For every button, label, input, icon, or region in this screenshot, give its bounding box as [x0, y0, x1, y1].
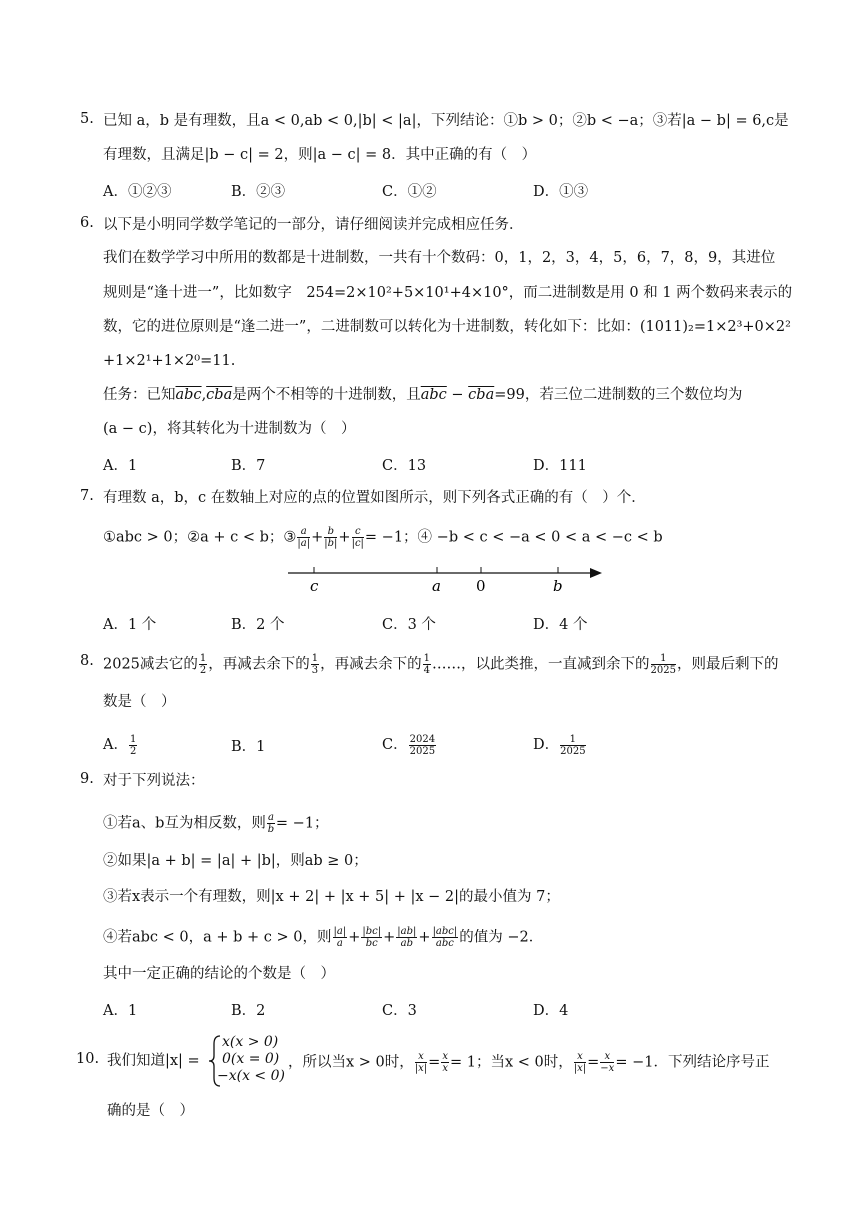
text-part: = −1．下列结论序号正 [615, 1054, 770, 1071]
fraction [423, 653, 431, 676]
numerator: |bc| [362, 926, 382, 937]
fraction [267, 812, 275, 835]
fraction [311, 653, 319, 676]
option-c: C．13 [382, 458, 427, 474]
denominator: 2025 [650, 665, 676, 676]
denominator: |b| [324, 538, 338, 549]
numerator: x [415, 1051, 427, 1063]
question-text: 有理数，且满足|b − c| = 2，则|a − c| = 8．其中正确的有（ ） [103, 147, 537, 163]
option-a: A．1 [103, 1003, 138, 1019]
denominator: |x| [414, 1063, 428, 1074]
statement-1 [103, 812, 329, 835]
denominator: bc [365, 938, 378, 949]
option-a: A．1 个 [103, 617, 157, 633]
denominator: 2025 [409, 745, 436, 757]
denominator: 2 [199, 665, 207, 676]
conditions-line [103, 526, 663, 549]
option-c: C．3 个 [382, 617, 436, 633]
option-d: D．111 [533, 458, 587, 474]
numerator: x [600, 1051, 614, 1063]
numerator: 1 [311, 653, 319, 664]
fraction [415, 1051, 427, 1074]
label-zero: 0 [476, 577, 486, 595]
option-d: D．①③ [533, 184, 589, 200]
numerator: c [352, 526, 364, 538]
numerator: 1 [129, 733, 137, 745]
option-c [382, 733, 437, 757]
denominator: 3 [311, 665, 319, 676]
text-part: ①abc > 0；②a + c < b；③ [103, 529, 297, 546]
numerator: 1 [423, 653, 431, 664]
option-a: A．①②③ [103, 184, 172, 200]
denominator: |x| [573, 1063, 587, 1074]
question-text: 有理数 a，b，c 在数轴上对应的点的位置如图所示，则下列各式正确的有（ ）个． [103, 490, 646, 506]
option-d: D．4 [533, 1003, 569, 1019]
plus-sign: + [311, 529, 324, 546]
math-overline: $\overline{cba}$ [468, 387, 495, 403]
question-text: 我们知道|x| = [107, 1053, 200, 1069]
fraction [600, 1051, 614, 1074]
question-text [103, 653, 778, 676]
question-number: 6. [80, 215, 94, 231]
option-a [103, 733, 138, 757]
question-text: 其中一定正确的结论的个数是（ ） [103, 966, 335, 982]
case-2: 0(x = 0) [222, 1051, 280, 1067]
fraction [651, 653, 676, 676]
option-label: A． [103, 737, 128, 753]
numerator: x [574, 1051, 586, 1063]
denominator: −x [600, 1063, 615, 1074]
text-part: ，再减去余下的 [320, 656, 422, 673]
fraction [129, 734, 137, 757]
text-part: ④若abc < 0，a + b + c > 0，则 [103, 929, 332, 946]
denominator: b [267, 824, 275, 835]
question-text: 我们在数学学习中所用的数都是十进制数，一共有十个数码：0，1，2，3，4，5，6，7，8，9，其进位 [103, 250, 776, 266]
text-part: , [201, 387, 207, 403]
denominator: a [336, 938, 343, 949]
text-part: 任务：已知 [103, 387, 176, 403]
text-part: = −1； [275, 815, 329, 832]
numerator: 2024 [409, 733, 436, 745]
text-part: − [446, 387, 469, 403]
denominator: 4 [423, 665, 431, 676]
statement-2: ②如果|a + b| = |a| + |b|，则ab ≥ 0； [103, 853, 368, 869]
question-text: 以下是小明同学数学笔记的一部分，请仔细阅读并完成相应任务． [103, 217, 524, 233]
fraction [297, 526, 310, 549]
question-text: 数是（ ） [103, 694, 176, 710]
question-text: 规则是“逢十进一”，比如数字 254=2×10²+5×10¹+4×10°，而二进制数是用 0 和 1 两个数码来表示的 [103, 285, 793, 301]
question-number: 8. [80, 653, 94, 669]
option-label: D． [533, 737, 560, 753]
numerator: b [324, 526, 337, 538]
number-line-diagram [280, 558, 610, 598]
numerator: x [442, 1051, 448, 1062]
question-number: 10. [76, 1051, 100, 1067]
option-b: B．2 个 [231, 617, 285, 633]
option-b: B．2 [231, 1003, 266, 1019]
question-number: 7. [80, 488, 94, 504]
fraction [361, 926, 382, 949]
question-number: 5. [80, 111, 94, 127]
math-overline: $\overline{abc}$ [175, 387, 202, 403]
denominator: ab [400, 938, 414, 949]
question-text: 确的是（ ） [107, 1103, 194, 1119]
option-d [533, 733, 587, 757]
text-part: 是两个不相等的十进制数，且 [232, 387, 421, 403]
numerator: 1 [199, 653, 207, 664]
text-part: = 1；当x < 0时， [449, 1054, 573, 1071]
arrow-head-icon [590, 568, 602, 578]
math-overline: $\overline{abc}$ [420, 387, 447, 403]
numerator: |abc| [432, 926, 458, 937]
option-b: B．②③ [231, 184, 286, 200]
fraction [352, 526, 364, 549]
fraction [560, 734, 585, 757]
math-overline: $\overline{cba}$ [206, 387, 233, 403]
fraction [441, 1051, 449, 1074]
plus-sign: + [338, 529, 351, 546]
numerator: 1 [560, 734, 585, 746]
denominator: 2025 [560, 745, 586, 757]
case-1: x(x > 0) [222, 1034, 279, 1050]
label-c: c [310, 577, 319, 595]
question-text: 数，它的进位原则是“逢二进一”，二进制数可以转化为十进制数，转化如下：比如：(1011)₂=1×2³+0×2² [103, 319, 791, 335]
question-text [288, 1051, 769, 1074]
statement-3: ③若x表示一个有理数，则|x + 2| + |x + 5| + |x − 2|的最小值为 7； [103, 889, 560, 905]
statement-4: ④若abc < 0，a + b + c > 0，则 $\frac{|a|}{a}$ + $\frac{|bc|}{bc}$ + $\frac{|ab|}{ab}$ + $\frac{\text{|abc|}}{\text{abc}}$ 的值为 −2． [103, 926, 544, 949]
option-a: A．1 [103, 458, 138, 474]
text-part: ①若a、b互为相反数，则 [103, 815, 266, 832]
question-text: 已知 a，b 是有理数，且a < 0,ab < 0,|b| < |a|，下列结论：①b > 0；②b < −a；③若|a − b| = 6,c是 [103, 113, 789, 129]
denominator: 2 [129, 745, 137, 757]
denominator: x [442, 1063, 448, 1074]
case-3: −x(x < 0) [217, 1068, 285, 1084]
label-b: b [553, 577, 563, 595]
question-number: 9. [80, 771, 94, 787]
numerator: |a| [333, 926, 347, 937]
numerator: |ab| [397, 926, 417, 937]
text-part: =99，若三位二进制数的三个数位均为 [494, 387, 743, 403]
option-d: D．4 个 [533, 617, 588, 633]
fraction [574, 1051, 586, 1074]
question-text: 对于下列说法： [103, 773, 205, 789]
numerator: a [267, 812, 274, 823]
text-part: = −1；④ −b < c < −a < 0 < a < −c < b [364, 529, 663, 546]
option-c: C．①② [382, 184, 437, 200]
question-text [103, 385, 742, 405]
option-b: B．7 [231, 458, 266, 474]
fraction [333, 926, 348, 949]
question-text: +1×2¹+1×2⁰=11. [103, 353, 236, 369]
label-a: a [432, 577, 441, 595]
text-part: ，再减去余下的 [208, 656, 310, 673]
denominator: abc [435, 938, 454, 949]
denominator: |a| [297, 538, 311, 549]
text-part: ，所以当x > 0时， [288, 1054, 414, 1071]
equals-sign: = [587, 1054, 600, 1071]
option-label: C． [382, 737, 408, 753]
fraction [432, 926, 459, 949]
denominator: |c| [351, 538, 364, 549]
text-part: 2025减去它的 [103, 656, 198, 673]
fraction [199, 653, 207, 676]
fraction [396, 926, 417, 949]
fraction [324, 526, 337, 549]
numerator: 1 [651, 653, 676, 665]
text-part: ，则最后剩下的 [676, 656, 779, 673]
option-b: B．1 [231, 739, 266, 755]
option-c: C．3 [382, 1003, 417, 1019]
text-part: 的值为 −2． [459, 929, 544, 946]
equals-sign: = [428, 1054, 441, 1071]
text-part: ……，以此类推，一直减到余下的 [432, 656, 650, 673]
numerator: a [297, 526, 310, 538]
question-text: (a − c)，将其转化为十进制数为（ ） [103, 421, 356, 437]
fraction [409, 734, 436, 757]
